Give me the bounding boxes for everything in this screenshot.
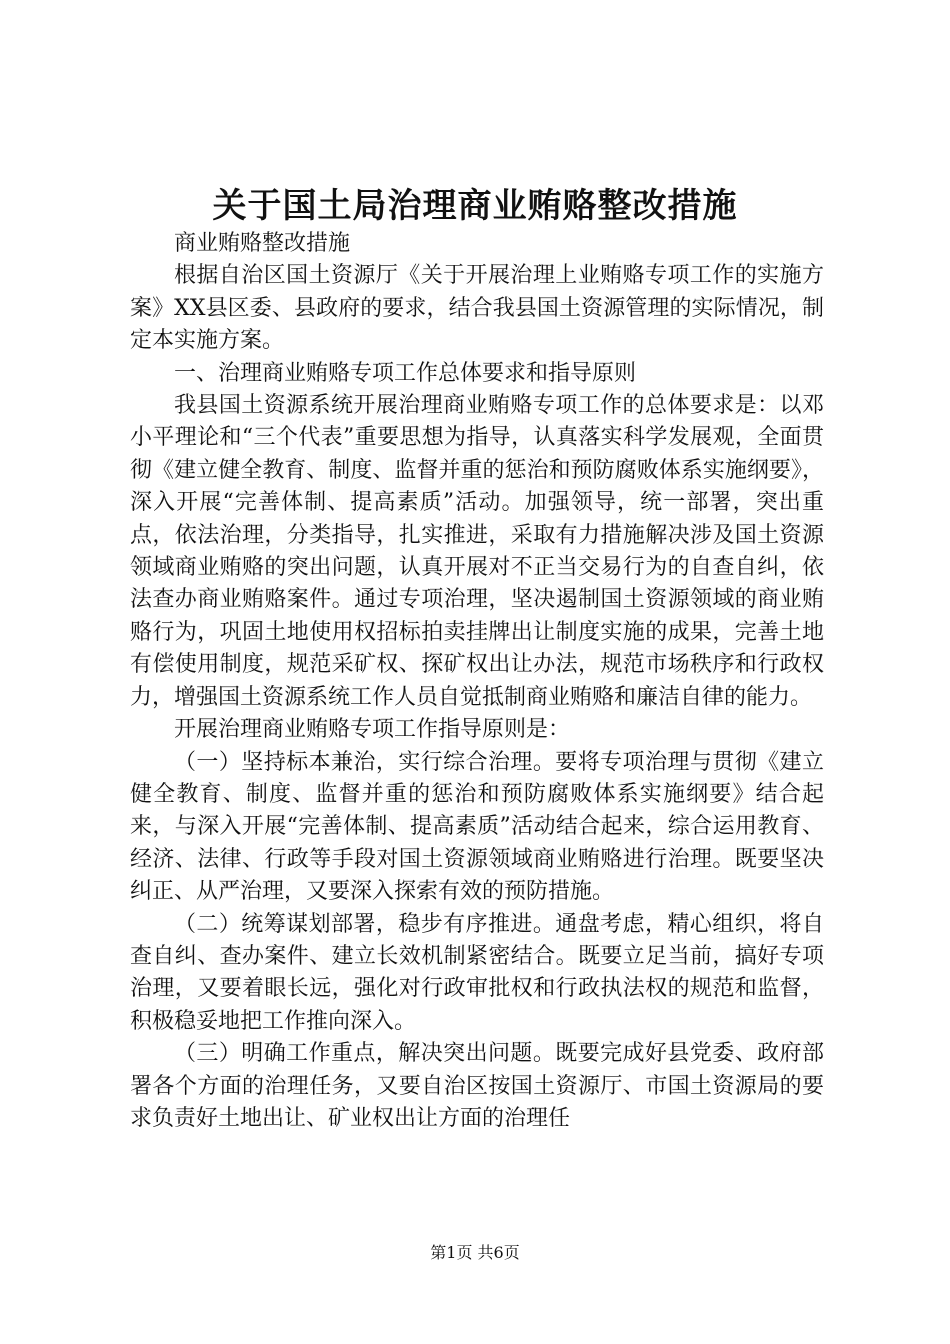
paragraph-principle-3: （三）明确工作重点，解决突出问题。既要完成好县党委、政府部署各个方面的治理任务，又要自治区按国土资源厅、市国土资源局的要求负责好土地出让、矿业权出让方面的治理任: [130, 1041, 824, 1131]
document-body: [130, 228, 824, 1135]
document-title: 关于国土局治理商业贿赂整改措施: [212, 186, 738, 226]
paragraph-preamble: 根据自治区国土资源厅《关于开展治理上业贿赂专项工作的实施方案》XX县区委、县政府的要求，结合我县国土资源管理的实际情况，制定本实施方案。: [130, 263, 824, 354]
paragraph-heading-intro: 商业贿赂整改措施: [174, 231, 351, 256]
paragraph-overall-requirements: 我县国土资源系统开展治理商业贿赂专项工作的总体要求是：以邓小平理论和“三个代表”重要思想为指导，认真落实科学发展观，全面贯彻《建立健全教育、制度、监督并重的惩治和预防腐败体系实施纲要》，深入开展“完善体制、提高素质”活动。加强领导，统一部署，突出重点，依法治理，分类指导，扎实推进，采取有力措施解决涉及国土资源领域商业贿赂的突出问题，认真开展对不正当交易行为的自查自纠，依法查办商业贿赂案件。通过专项治理，坚决遏制国土资源领域的商业贿赂行为，巩固土地使用权招标拍卖挂牌出让制度实施的成果，完善土地有偿使用制度，规范采矿权、探矿权出让办法，规范市场秩序和行政权力，增强国土资源系统工作人员自觉抵制商业贿赂和廉洁自律的能力。: [130, 393, 824, 710]
section-heading-1: 一、治理商业贿赂专项工作总体要求和指导原则: [174, 360, 637, 386]
paragraph-principle-1: （一）坚持标本兼治，实行综合治理。要将专项治理与贯彻《建立健全教育、制度、监督并重的惩治和预防腐败体系实施纲要》结合起来，与深入开展“完善体制、提高素质”活动结合起来，综合运用教育、经济、法律、行政等手段对国土资源领域商业贿赂进行治理。既要坚决纠正、从严治理，又要深入探索有效的预防措施。: [130, 749, 824, 905]
page-number-footer: 第1页 共6页: [430, 1243, 520, 1262]
paragraph-principle-2: （二）统筹谋划部署，稳步有序推进。通盘考虑，精心组织，将自查自纠、查办案件、建立长效机制紧密结合。既要立足当前，搞好专项治理，又要着眼长远，强化对行政审批权和行政执法权的规范和监督，积极稳妥地把工作推向深入。: [130, 911, 824, 1034]
paragraph-guiding-principles-intro: 开展治理商业贿赂专项工作指导原则是：: [174, 717, 571, 743]
